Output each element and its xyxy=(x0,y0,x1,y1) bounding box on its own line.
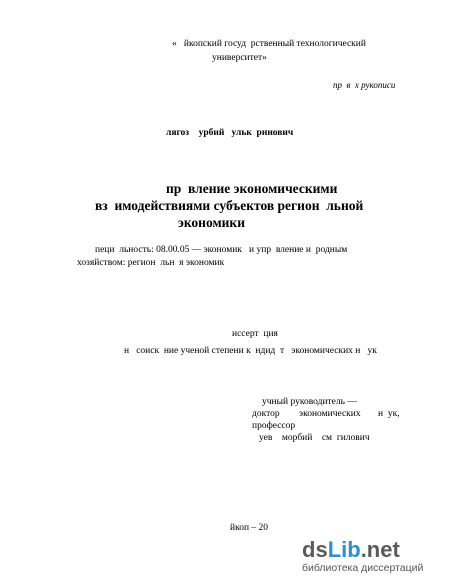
supervisor-degree-b: экономических xyxy=(299,409,361,419)
degree-line: н соиск ние ученой степени к ндид т экономических н ук xyxy=(124,346,377,356)
author-name: лягоз урбий ульк рннович xyxy=(166,128,294,138)
manuscript-note: пр в х рукописи xyxy=(333,80,396,90)
watermark-brand xyxy=(302,536,442,562)
university-line-2: университет» xyxy=(212,53,267,63)
watermark-brand-tld: .net xyxy=(360,536,400,562)
watermark-brand-accent: Lib xyxy=(327,536,361,562)
watermark-brand-main: ds xyxy=(302,536,328,562)
specialty-line-2: хозяйством: регион льн я экономик xyxy=(77,258,225,268)
document-type: иссерт ция xyxy=(232,329,278,339)
supervisor-title: профессор xyxy=(252,421,296,431)
supervisor-role: учный руководитель — xyxy=(262,397,357,407)
thesis-title-line-1: пр вление экономическими xyxy=(166,181,338,196)
supervisor-degree-a: доктор xyxy=(252,409,280,419)
university-line-1: « йкопский госуд рственный технологический xyxy=(172,39,366,49)
thesis-title-line-3: экономики xyxy=(178,215,245,230)
dslib-watermark xyxy=(302,536,442,574)
supervisor-degree-c: н ук, xyxy=(378,409,400,419)
footer-city-year: йкоп – 20 xyxy=(230,523,269,533)
thesis-title-line-2: вз имодействиями субъектов регион льной xyxy=(95,198,364,213)
specialty-line-1: пеци льность: 08.00.05 — экономик и упр вление и родным xyxy=(95,245,348,255)
watermark-caption: библиотека диссертаций xyxy=(302,561,424,574)
supervisor-name: уев морбий см гилович xyxy=(259,433,370,443)
